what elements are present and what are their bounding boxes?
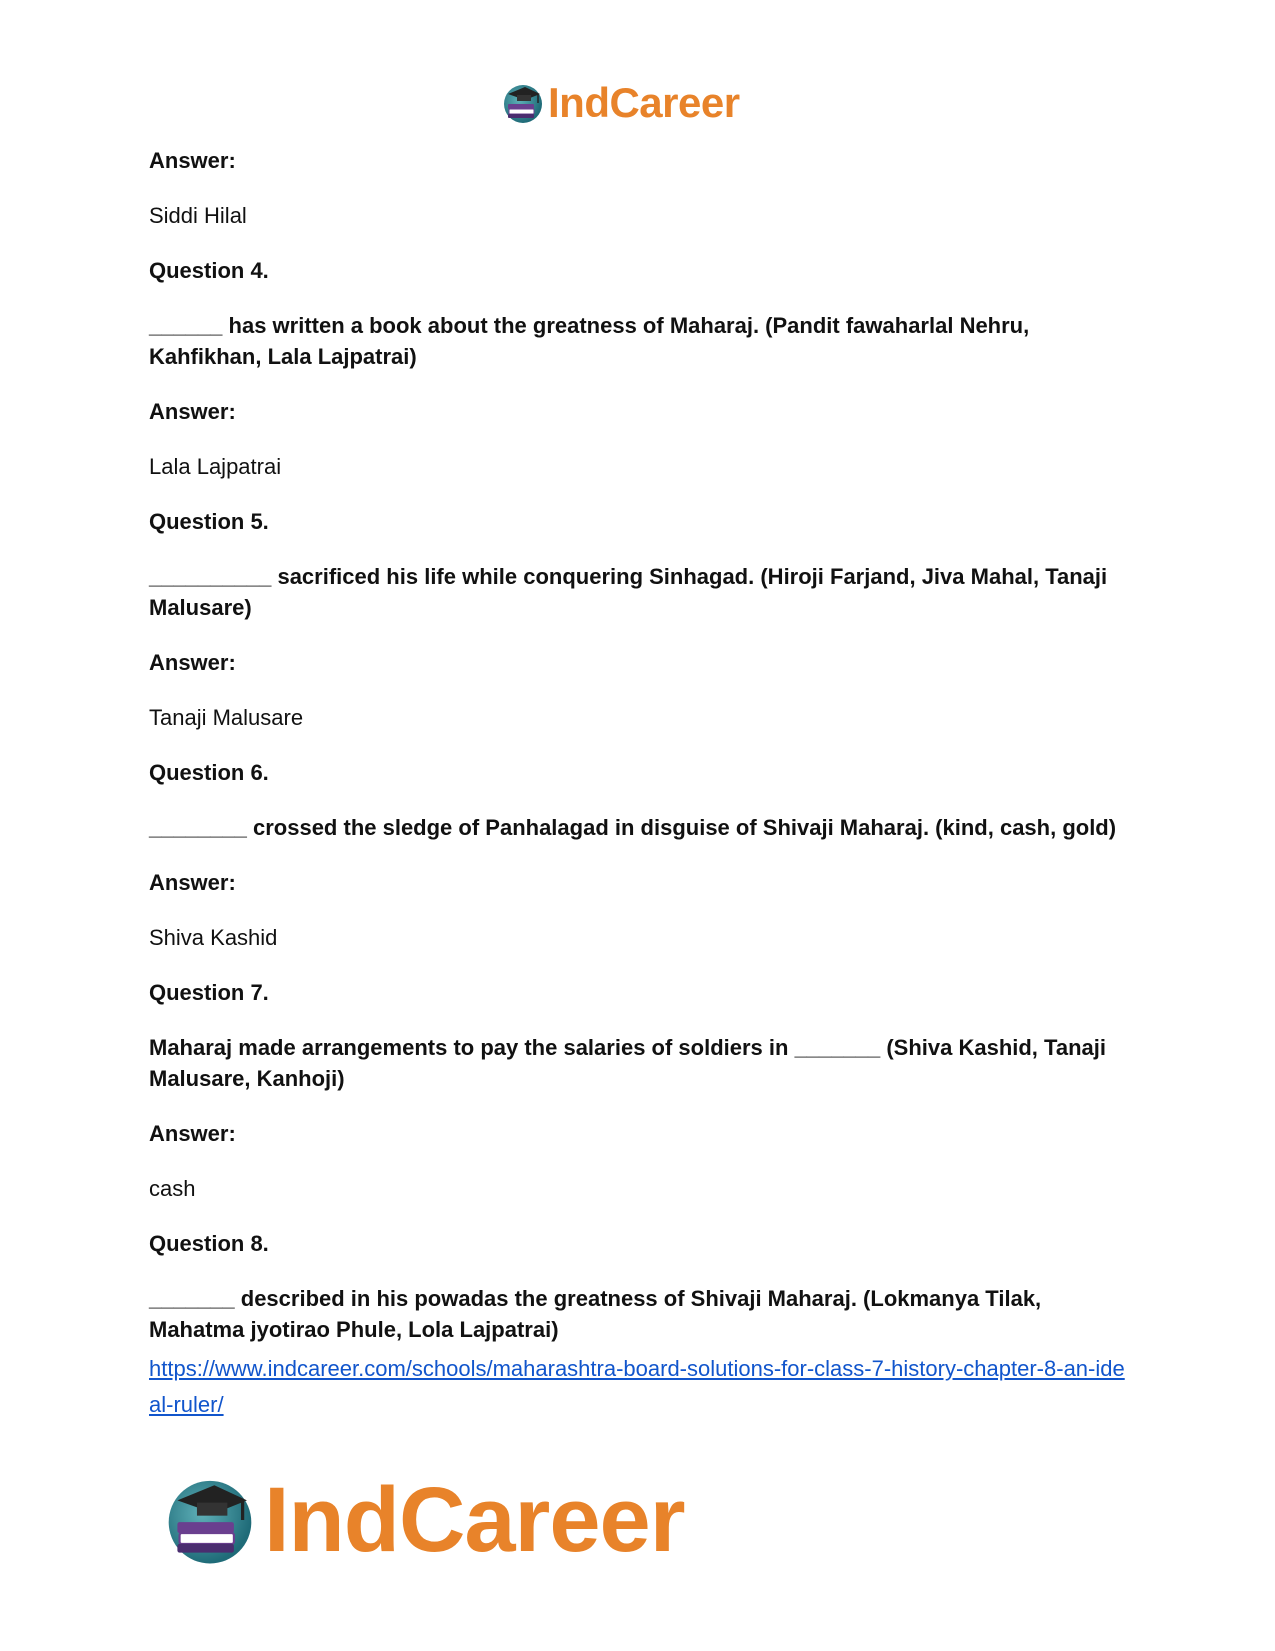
answer-label: Answer:	[149, 650, 236, 675]
answer-label: Answer:	[149, 1121, 236, 1146]
logo-wordmark: IndCareer	[548, 79, 740, 126]
header-logo	[500, 80, 740, 126]
answer-text: cash	[149, 1176, 196, 1201]
answer-text: Shiva Kashid	[149, 925, 278, 950]
answer-label: Answer:	[149, 870, 236, 895]
qa-content	[149, 145, 1129, 1423]
question-text: _______ described in his powadas the greatness of Shivaji Maharaj. (Lokmanya Tilak, Mahatma jyotirao Phule, Lola Lajpatrai)	[149, 1286, 1042, 1342]
logo-wordmark: IndCareer	[264, 1469, 685, 1571]
answer-text: Tanaji Malusare	[149, 705, 304, 730]
graduation-cap-globe-icon	[160, 1470, 260, 1570]
footer-logo	[160, 1470, 685, 1570]
question-text: ________ crossed the sledge of Panhalagad in disguise of Shivaji Maharaj. (kind, cash, gold)	[149, 815, 1117, 840]
answer-text: Siddi Hilal	[149, 203, 247, 228]
source-link[interactable]: https://www.indcareer.com/schools/maharashtra-board-solutions-for-class-7-history-chapter-8-an-ideal-ruler/	[149, 1356, 1125, 1417]
question-number: Question 8.	[149, 1231, 269, 1256]
answer-text: Lala Lajpatrai	[149, 454, 282, 479]
answer-label: Answer:	[149, 148, 236, 173]
answer-label: Answer:	[149, 399, 236, 424]
question-number: Question 4.	[149, 258, 269, 283]
graduation-cap-globe-icon	[500, 80, 546, 126]
question-text: __________ sacrificed his life while conquering Sinhagad. (Hiroji Farjand, Jiva Mahal, Tanaji Malusare)	[149, 564, 1108, 620]
question-number: Question 6.	[149, 760, 269, 785]
question-number: Question 5.	[149, 509, 269, 534]
question-text: Maharaj made arrangements to pay the salaries of soldiers in _______ (Shiva Kashid, Tanaji Malusare, Kanhoji)	[149, 1035, 1106, 1091]
question-text: ______ has written a book about the greatness of Maharaj. (Pandit fawaharlal Nehru, Kahfikhan, Lala Lajpatrai)	[149, 313, 1030, 369]
question-number: Question 7.	[149, 980, 269, 1005]
